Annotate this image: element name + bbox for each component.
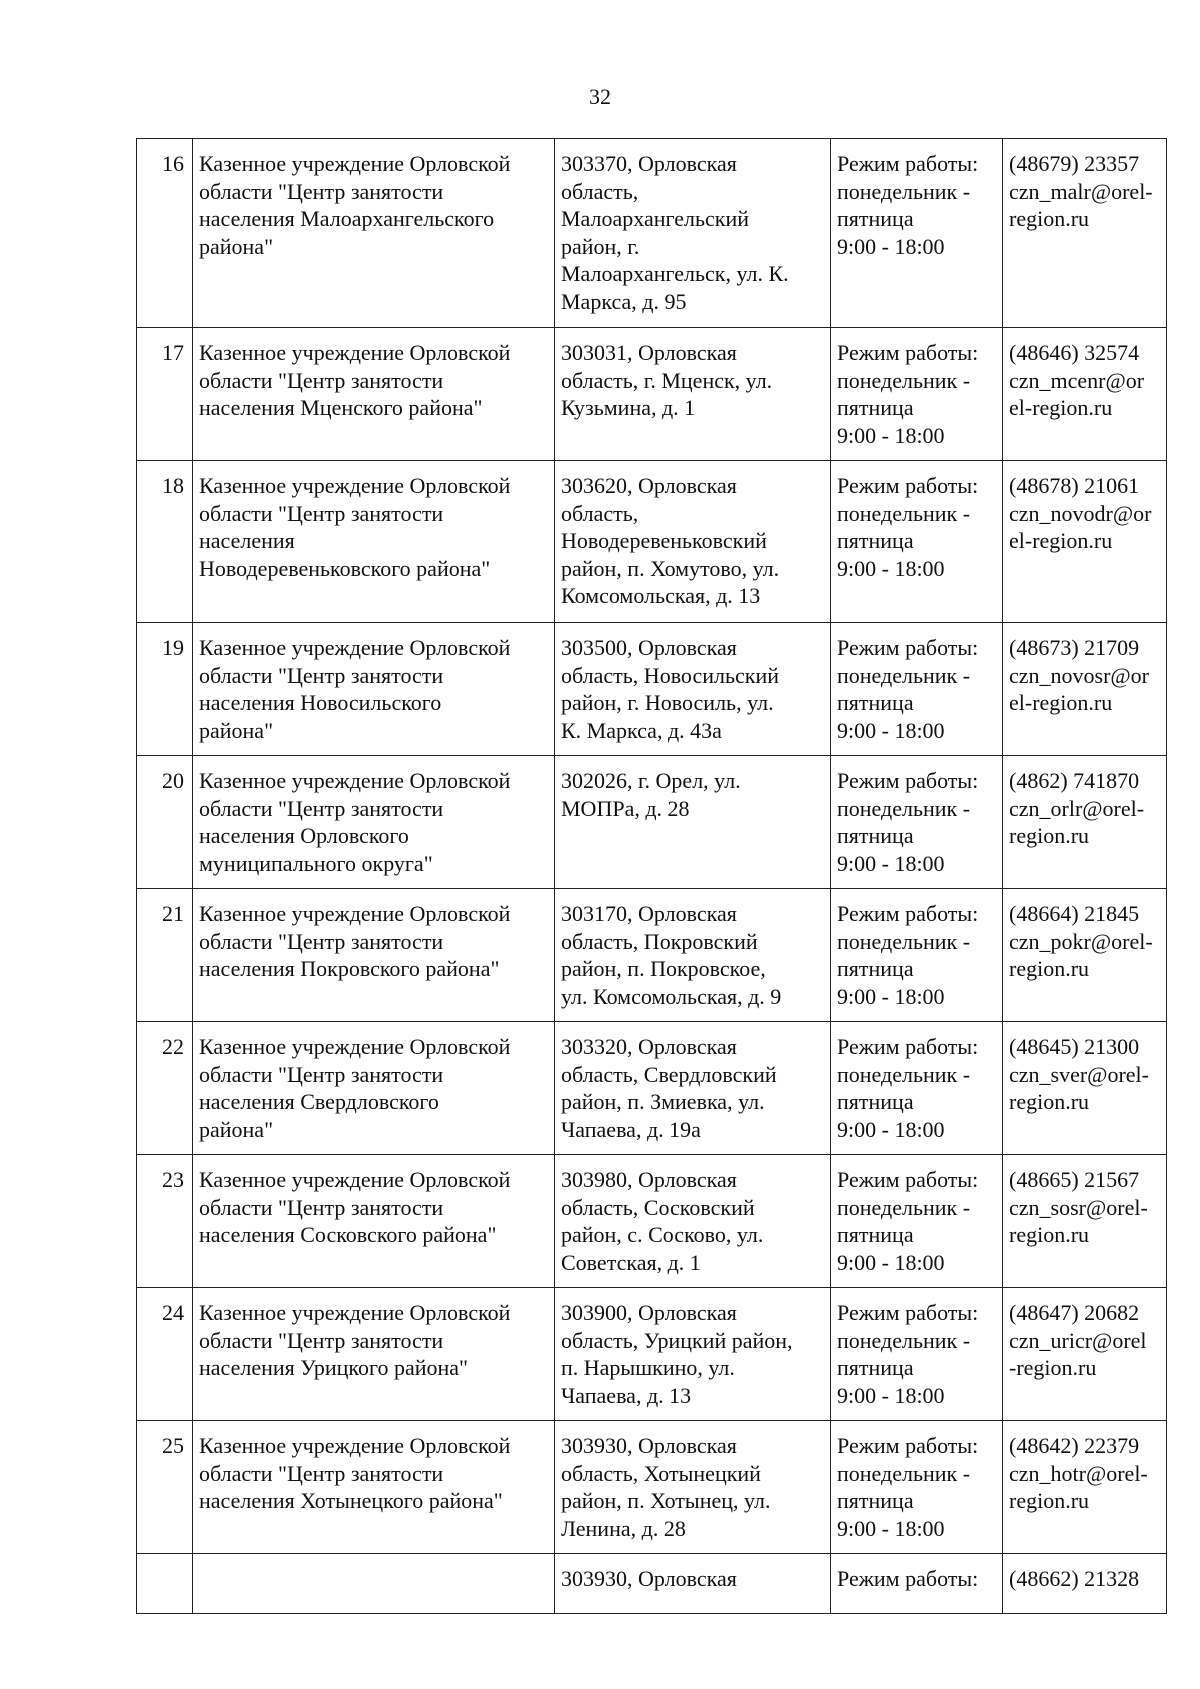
work-schedule-cell: Режим работы: понедельник - пятница 9:00 - 18:00 (831, 623, 1003, 756)
address-cell: 303031, Орловская область, г. Мценск, ул. Кузьмина, д. 1 (555, 328, 831, 461)
work-schedule-cell: Режим работы: понедельник - пятница 9:00 - 18:00 (831, 889, 1003, 1022)
table-row (137, 461, 1167, 623)
contacts-cell: (4862) 741870 czn_orlr@orel- region.ru (1003, 756, 1167, 889)
row-number-cell: 20 (137, 756, 193, 889)
address-cell: 303320, Орловская область, Свердловский район, п. Змиевка, ул. Чапаева, д. 19а (555, 1022, 831, 1155)
table-row (137, 1554, 1167, 1614)
table-row (137, 756, 1167, 889)
institution-name-cell: Казенное учреждение Орловской области "Центр занятости населения Новосильского района" (193, 623, 555, 756)
institution-name-cell (193, 1554, 555, 1614)
row-number-cell: 18 (137, 461, 193, 623)
contacts-cell: (48665) 21567 czn_sosr@orel- region.ru (1003, 1155, 1167, 1288)
row-number-cell: 19 (137, 623, 193, 756)
contacts-cell: (48678) 21061 czn_novodr@or el-region.ru (1003, 461, 1167, 623)
work-schedule-cell: Режим работы: понедельник - пятница 9:00 - 18:00 (831, 1421, 1003, 1554)
address-cell: 303930, Орловская область, Хотынецкий район, п. Хотынец, ул. Ленина, д. 28 (555, 1421, 831, 1554)
work-schedule-cell: Режим работы: понедельник - пятница 9:00 - 18:00 (831, 461, 1003, 623)
work-schedule-cell: Режим работы: понедельник - пятница 9:00 - 18:00 (831, 756, 1003, 889)
row-number-cell: 23 (137, 1155, 193, 1288)
institution-name-cell: Казенное учреждение Орловской области "Центр занятости населения Хотынецкого района" (193, 1421, 555, 1554)
work-schedule-cell: Режим работы: (831, 1554, 1003, 1614)
work-schedule-cell: Режим работы: понедельник - пятница 9:00 - 18:00 (831, 1022, 1003, 1155)
contacts-cell: (48662) 21328 (1003, 1554, 1167, 1614)
institution-name-cell: Казенное учреждение Орловской области "Центр занятости населения Новодеревеньковского района" (193, 461, 555, 623)
contacts-cell: (48647) 20682 czn_uricr@orel -region.ru (1003, 1288, 1167, 1421)
address-cell: 303170, Орловская область, Покровский район, п. Покровское, ул. Комсомольская, д. 9 (555, 889, 831, 1022)
contacts-cell: (48679) 23357 czn_malr@orel- region.ru (1003, 139, 1167, 328)
row-number-cell: 17 (137, 328, 193, 461)
table-row (137, 889, 1167, 1022)
institution-name-cell: Казенное учреждение Орловской области "Центр занятости населения Урицкого района" (193, 1288, 555, 1421)
row-number-cell: 21 (137, 889, 193, 1022)
work-schedule-cell: Режим работы: понедельник - пятница 9:00 - 18:00 (831, 328, 1003, 461)
address-cell: 303930, Орловская (555, 1554, 831, 1614)
contacts-cell: (48642) 22379 czn_hotr@orel- region.ru (1003, 1421, 1167, 1554)
row-number-cell: 25 (137, 1421, 193, 1554)
table-row (137, 1288, 1167, 1421)
row-number-cell: 24 (137, 1288, 193, 1421)
address-cell: 303370, Орловская область, Малоархангельский район, г. Малоархангельск, ул. К. Маркса, д. 95 (555, 139, 831, 328)
table-row (137, 328, 1167, 461)
address-cell: 303980, Орловская область, Сосковский район, с. Сосково, ул. Советская, д. 1 (555, 1155, 831, 1288)
address-cell: 303620, Орловская область, Новодеревеньковский район, п. Хомутово, ул. Комсомольская, д. 13 (555, 461, 831, 623)
contacts-cell: (48646) 32574 czn_mcenr@or el-region.ru (1003, 328, 1167, 461)
contacts-cell: (48673) 21709 czn_novosr@or el-region.ru (1003, 623, 1167, 756)
row-number-cell: 22 (137, 1022, 193, 1155)
row-number-cell (137, 1554, 193, 1614)
table-row (137, 1022, 1167, 1155)
table-row (137, 623, 1167, 756)
contacts-cell: (48645) 21300 czn_sver@orel- region.ru (1003, 1022, 1167, 1155)
address-cell: 303900, Орловская область, Урицкий район, п. Нарышкино, ул. Чапаева, д. 13 (555, 1288, 831, 1421)
institution-name-cell: Казенное учреждение Орловской области "Центр занятости населения Сосковского района" (193, 1155, 555, 1288)
institution-name-cell: Казенное учреждение Орловской области "Центр занятости населения Покровского района" (193, 889, 555, 1022)
table-row (137, 1155, 1167, 1288)
address-cell: 302026, г. Орел, ул. МОПРа, д. 28 (555, 756, 831, 889)
institution-name-cell: Казенное учреждение Орловской области "Центр занятости населения Орловского муниципального округа" (193, 756, 555, 889)
institution-name-cell: Казенное учреждение Орловской области "Центр занятости населения Мценского района" (193, 328, 555, 461)
work-schedule-cell: Режим работы: понедельник - пятница 9:00 - 18:00 (831, 1288, 1003, 1421)
institution-name-cell: Казенное учреждение Орловской области "Центр занятости населения Малоархангельского района" (193, 139, 555, 328)
row-number-cell: 16 (137, 139, 193, 328)
table-row (137, 1421, 1167, 1554)
address-cell: 303500, Орловская область, Новосильский район, г. Новосиль, ул. К. Маркса, д. 43а (555, 623, 831, 756)
contacts-cell: (48664) 21845 czn_pokr@orel- region.ru (1003, 889, 1167, 1022)
work-schedule-cell: Режим работы: понедельник - пятница 9:00 - 18:00 (831, 1155, 1003, 1288)
work-schedule-cell: Режим работы: понедельник - пятница 9:00 - 18:00 (831, 139, 1003, 328)
institution-name-cell: Казенное учреждение Орловской области "Центр занятости населения Свердловского района" (193, 1022, 555, 1155)
table-row (137, 139, 1167, 328)
employment-centers-table (136, 138, 1167, 1614)
page-number: 32 (589, 84, 611, 109)
